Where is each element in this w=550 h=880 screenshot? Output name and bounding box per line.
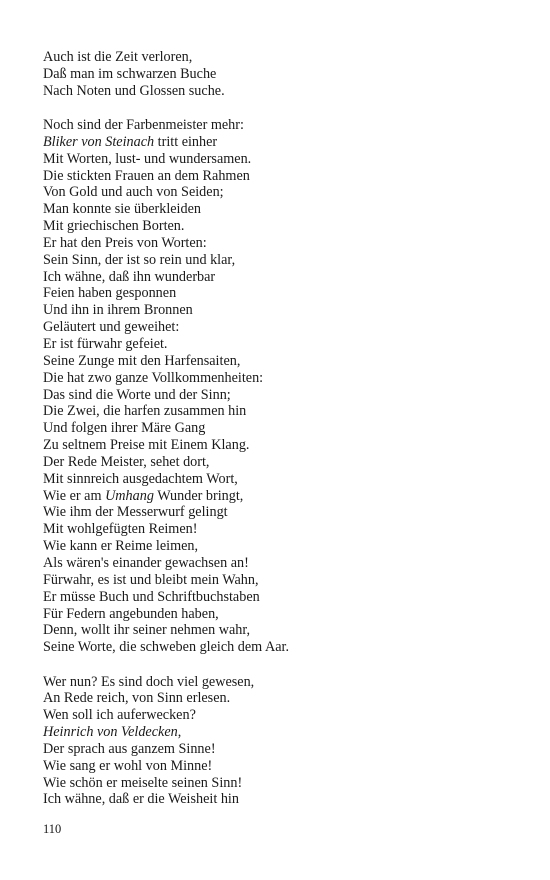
line-text: Das sind die Worte und der Sinn; [43,386,231,403]
line-text: Mit Worten, lust- und wundersamen. [43,150,252,167]
poem-line [43,622,523,639]
line-text: Er müsse Buch und Schriftbuchstaben [43,588,260,605]
poem-line [43,117,523,134]
poem-line [43,538,523,555]
line-text: Noch sind der Farbenmeister mehr: [43,117,244,134]
poem-line [43,471,523,488]
line-text: Der Rede Meister, sehet dort, [43,453,210,470]
line-text: Für Federn angebunden haben, [43,605,219,622]
poem-line [43,49,523,66]
poem-line [43,302,523,319]
poem-line [43,336,523,353]
line-text: Geläutert und geweihet: [43,319,180,336]
line-text: Wunder bringt, [153,487,244,504]
italic-name: Heinrich von Veldecken [43,724,178,741]
poem-line [43,252,523,269]
poem-line [43,639,523,656]
line-text: Sein Sinn, der ist so rein und klar, [43,251,236,268]
poem-line [43,674,523,691]
line-text: Die hat zwo ganze Vollkommenheiten: [43,369,264,386]
poem-line [43,758,523,775]
poem-line [43,269,523,286]
poem-line [43,285,523,302]
line-text: Wen soll ich auferwecken? [43,707,196,724]
line-text: Die stickten Frauen an dem Rahmen [43,167,250,184]
line-text: Die Zwei, die harfen zusammen hin [43,403,247,420]
line-text: Ich wähne, daß er die Weisheit hin [43,791,239,808]
poem-line [43,555,523,572]
line-text: Denn, wollt ihr seiner nehmen wahr, [43,622,251,639]
line-text: Wie er am [43,487,106,504]
stanza [43,674,523,809]
line-text: Zu seltnem Preise mit Einem Klang. [43,437,250,454]
line-text: Mit wohlgefügten Reimen! [43,521,198,538]
line-text: Wie schön er meiselte seinen Sinn! [43,774,243,791]
poem-line [43,690,523,707]
line-text: Von Gold und auch von Seiden; [43,184,224,201]
page-number: 110 [43,822,62,836]
line-text: Wie kann er Reime leimen, [43,538,199,555]
line-text: Der sprach aus ganzem Sinne! [43,740,216,757]
poem-line [43,420,523,437]
stanza [43,117,523,656]
line-text: Wie sang er wohl von Minne! [43,757,213,774]
stanza [43,49,523,100]
line-text: Fürwahr, es ist und bleibt mein Wahn, [43,571,259,588]
line-text: Seine Worte, die schweben gleich dem Aar. [43,639,290,656]
poem-line [43,151,523,168]
poem-line [43,572,523,589]
line-text: Daß man im schwarzen Buche [43,65,217,82]
line-text: Mit griechischen Borten. [43,218,185,235]
poem-line [43,370,523,387]
italic-name: Umhang [105,487,154,504]
poem-line [43,184,523,201]
poem-line [43,521,523,538]
poem-line [43,724,523,741]
line-text: Als wären's einander gewachsen an! [43,554,249,571]
poem-line [43,134,523,151]
line-text: Wer nun? Es sind doch viel gewesen, [43,673,255,690]
poem-line [43,387,523,404]
poem-line [43,235,523,252]
line-text: An Rede reich, von Sinn erlesen. [43,690,231,707]
poem-line [43,353,523,370]
poem-line [43,454,523,471]
italic-name: Bliker von Steinach [43,133,155,150]
line-text: Er hat den Preis von Worten: [43,234,207,251]
poem-line [43,319,523,336]
poem-line [43,66,523,83]
line-text: Ich wähne, daß ihn wunderbar [43,268,216,285]
line-text: Wie ihm der Messerwurf gelingt [43,504,228,521]
poem-line [43,775,523,792]
poem-line [43,589,523,606]
line-text: Und folgen ihrer Märe Gang [43,420,206,437]
line-text: Man konnte sie überkleiden [43,201,201,218]
line-text: Mit sinnreich ausgedachtem Wort, [43,470,238,487]
poem-line [43,707,523,724]
poem-line [43,437,523,454]
line-text: Seine Zunge mit den Harfensaiten, [43,352,241,369]
poem-text [43,49,523,826]
line-text: Nach Noten und Glossen suche. [43,82,225,99]
poem-line [43,168,523,185]
poem-line [43,201,523,218]
line-text: Er ist fürwahr gefeiet. [43,336,168,352]
poem-line [43,504,523,521]
poem-line [43,488,523,505]
line-text: Auch ist die Zeit verloren, [43,49,193,65]
line-text: tritt einher [154,133,218,150]
poem-line [43,741,523,758]
line-text: Und ihn in ihrem Bronnen [43,302,193,319]
poem-line [43,403,523,420]
poem-line [43,606,523,623]
poem-line [43,83,523,100]
line-text: , [177,724,182,741]
poem-line [43,218,523,235]
line-text: Feien haben gesponnen [43,285,177,302]
poem-line [43,791,523,808]
